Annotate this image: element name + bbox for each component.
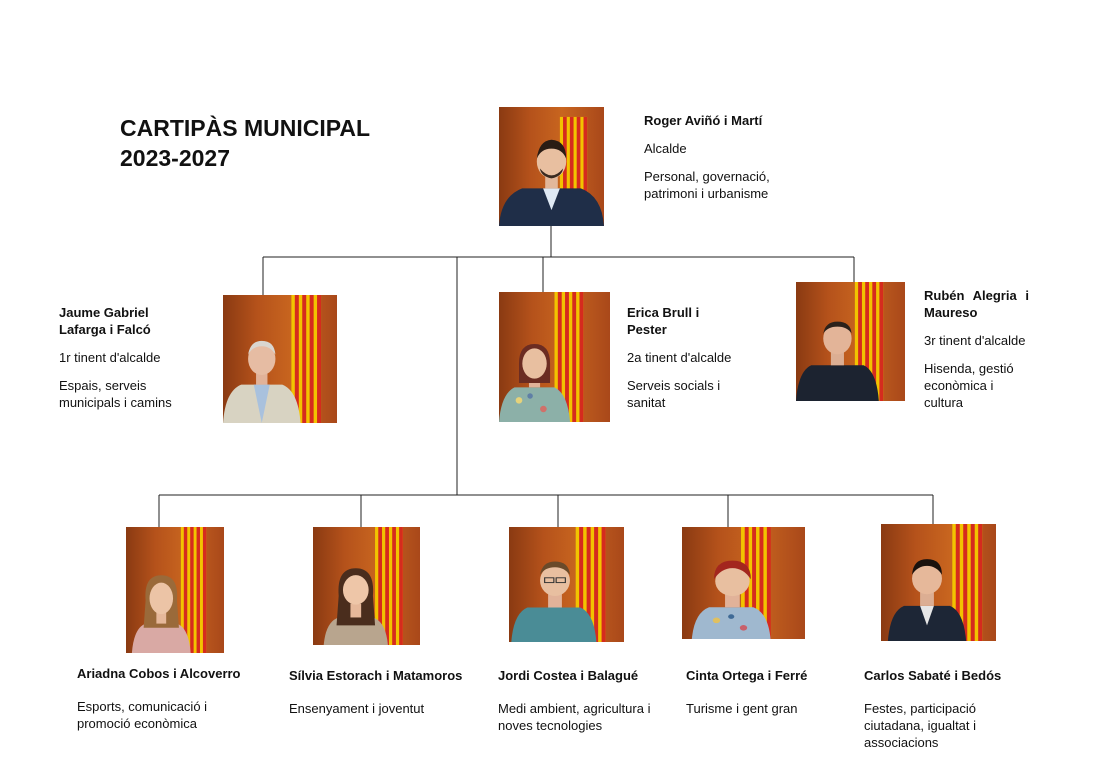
info-councillor-2 — [289, 667, 474, 717]
photo-councillor-1 — [126, 527, 224, 653]
info-councillor-5 — [864, 667, 1014, 751]
title-line-1: CARTIPÀS MUNICIPAL — [120, 115, 371, 141]
councillor-2-dept: Ensenyament i joventut — [289, 701, 425, 716]
info-deputy-3 — [924, 287, 1029, 411]
info-councillor-4 — [686, 667, 836, 717]
deputy-1-name: Jaume Gabriel Lafarga i Falcó — [59, 305, 151, 337]
photo-councillor-4 — [682, 527, 805, 639]
info-deputy-2 — [627, 304, 742, 411]
title-line-2: 2023-2027 — [120, 145, 230, 171]
councillor-1-dept: Esports, comunicació i promoció econòmica — [77, 699, 208, 731]
deputy-3-role: 3r tinent d'alcalde — [924, 333, 1026, 348]
photo-deputy-2 — [499, 292, 610, 422]
councillor-1-name: Ariadna Cobos i Alcoverro — [77, 666, 241, 681]
photo-deputy-3 — [796, 282, 905, 401]
councillor-4-name: Cinta Ortega i Ferré — [686, 668, 808, 683]
deputy-1-role: 1r tinent d'alcalde — [59, 350, 161, 365]
councillor-3-dept: Medi ambient, agricultura i noves tecnologies — [498, 701, 651, 733]
councillor-3-name: Jordi Costea i Balagué — [498, 668, 639, 683]
mayor-dept: Personal, governació, patrimoni i urbanisme — [644, 169, 770, 201]
mayor-role: Alcalde — [644, 141, 687, 156]
deputy-3-dept: Hisenda, gestió econòmica i cultura — [924, 361, 1014, 410]
councillor-4-dept: Turisme i gent gran — [686, 701, 798, 716]
councillor-5-dept: Festes, participació ciutadana, igualtat i associacions — [864, 701, 977, 750]
info-mayor — [644, 112, 804, 202]
info-councillor-3 — [498, 667, 668, 734]
deputy-2-name: Erica Brull i Pester — [627, 305, 700, 337]
deputy-2-role: 2a tinent d'alcalde — [627, 350, 732, 365]
councillor-5-name: Carlos Sabaté i Bedós — [864, 668, 1002, 683]
councillor-2-name: Sílvia Estorach i Matamoros — [289, 668, 463, 683]
photo-deputy-1 — [223, 295, 337, 423]
photo-mayor — [499, 107, 604, 226]
deputy-1-dept: Espais, serveis municipals i camins — [59, 378, 172, 410]
deputy-2-dept: Serveis socials i sanitat — [627, 378, 721, 410]
photo-councillor-2 — [313, 527, 420, 645]
mayor-name: Roger Aviñó i Martí — [644, 113, 763, 128]
photo-councillor-3 — [509, 527, 624, 642]
deputy-3-name: Rubén Alegria i Maureso — [924, 288, 1029, 320]
info-deputy-1 — [59, 304, 184, 411]
info-councillor-1 — [77, 665, 257, 732]
photo-councillor-5 — [881, 524, 996, 641]
